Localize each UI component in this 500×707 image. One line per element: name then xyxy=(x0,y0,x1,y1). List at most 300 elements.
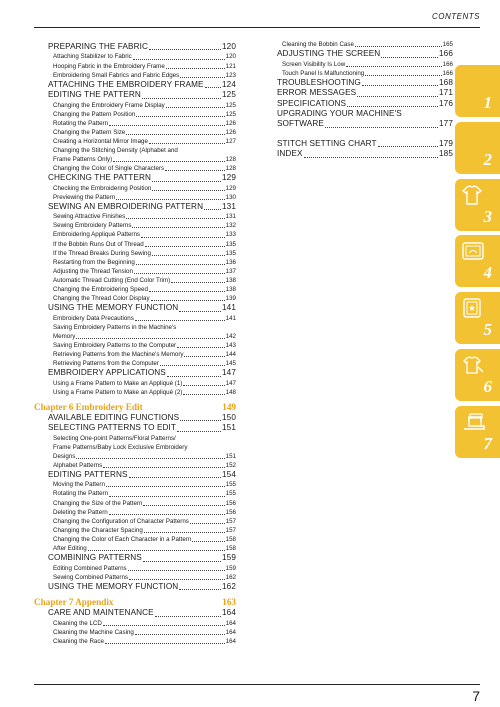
toc-subsection-entry xyxy=(34,350,236,359)
dot-leader xyxy=(304,157,439,158)
toc-entry-title: INDEX xyxy=(277,149,303,159)
dot-leader xyxy=(179,589,221,590)
toc-entry-title: Checking the Embroidering Position xyxy=(53,184,152,192)
toc-entry-title: Cleaning the Bobbin Case xyxy=(282,41,354,48)
dot-leader xyxy=(143,561,221,562)
chapter-tab-number: 6 xyxy=(483,377,492,396)
toc-entry-title: Saving Embroidery Patterns to the Computer xyxy=(53,341,177,349)
toc-page-number: 135 xyxy=(225,240,236,248)
toc-subsection-entry xyxy=(34,619,236,628)
toc-page-number: 157 xyxy=(225,526,236,534)
toc-section-entry xyxy=(34,173,236,183)
dot-leader xyxy=(134,273,225,274)
dot-leader xyxy=(177,347,225,348)
dot-leader xyxy=(152,190,224,191)
dot-leader xyxy=(177,431,221,432)
toc-subsection-entry xyxy=(34,526,236,535)
toc-entry-title: Changing the Pattern Position xyxy=(53,110,136,118)
toc-page-number: 133 xyxy=(225,231,236,239)
toc-subsection-entry xyxy=(34,101,236,110)
toc-page-number: 128 xyxy=(225,156,236,164)
toc-entry-title: TROUBLESHOOTING xyxy=(277,77,361,87)
toc-section-entry xyxy=(263,49,453,59)
toc-entry-title: CARE AND MAINTENANCE xyxy=(48,608,154,618)
toc-entry-title: ERROR MESSAGES xyxy=(277,88,357,98)
toc-page-number: 131 xyxy=(225,213,236,221)
toc-page-number: 148 xyxy=(225,388,236,396)
dot-leader xyxy=(116,199,224,200)
toc-entry-title: Changing the Character Spacing xyxy=(53,526,143,534)
chapter-tab-number: 2 xyxy=(483,150,492,169)
toc-section-entry xyxy=(263,109,453,119)
chapter-tab-number: 1 xyxy=(483,93,492,112)
dot-leader xyxy=(183,385,224,386)
toc-page-number: 141 xyxy=(222,303,236,313)
toc-page-number: 136 xyxy=(225,258,236,266)
toc-entry-title: SPECIFICATIONS xyxy=(277,98,347,108)
toc-entry-title: If the Thread Breaks During Sewing xyxy=(53,249,151,257)
toc-right-column xyxy=(263,40,453,160)
header-title: CONTENTS xyxy=(432,12,480,21)
chapter-tab-number: 3 xyxy=(483,207,492,226)
toc-subsection-entry xyxy=(263,69,453,78)
page-number: 7 xyxy=(472,688,480,704)
dot-leader xyxy=(166,68,225,69)
toc-subsection-entry xyxy=(34,258,236,267)
toc-subsection-entry xyxy=(34,359,236,368)
toc-entry-title: ATTACHING THE EMBROIDERY FRAME xyxy=(48,79,204,89)
dot-leader xyxy=(141,237,225,238)
toc-subsection-entry xyxy=(34,443,236,452)
dot-leader xyxy=(347,106,438,107)
toc-subsection-entry xyxy=(34,544,236,553)
toc-entry-title: Cleaning the Machine Casing xyxy=(53,628,134,636)
dot-leader xyxy=(143,505,224,506)
toc-entry-title: USING THE MEMORY FUNCTION xyxy=(48,581,179,591)
dot-leader xyxy=(126,134,224,135)
dot-leader xyxy=(381,57,438,58)
dot-leader xyxy=(149,291,225,292)
toc-entry-title: STITCH SETTING CHART xyxy=(277,138,377,148)
toc-entry-title: Chapter 6 Embroidery Edit xyxy=(34,401,143,412)
toc-page-number: 164 xyxy=(225,628,236,636)
toc-section-entry xyxy=(263,119,453,129)
dot-leader xyxy=(165,170,225,171)
toc-page-number: 143 xyxy=(225,341,236,349)
toc-section-entry xyxy=(263,88,453,98)
dot-leader xyxy=(180,420,221,421)
toc-page-number: 126 xyxy=(225,119,236,127)
toc-page-number: 131 xyxy=(222,201,236,211)
toc-section-entry xyxy=(34,608,236,618)
toc-subsection-entry xyxy=(263,60,453,69)
toc-page-number: 168 xyxy=(439,77,453,87)
toc-subsection-entry xyxy=(34,249,236,258)
toc-section-entry xyxy=(34,553,236,563)
toc-page-number: 129 xyxy=(225,184,236,192)
toc-subsection-entry xyxy=(34,294,236,303)
dot-leader xyxy=(365,75,441,76)
dot-leader xyxy=(128,570,225,571)
dot-leader xyxy=(144,532,225,533)
dot-leader xyxy=(171,282,225,283)
dot-leader xyxy=(179,311,221,312)
toc-entry-title: SELECTING PATTERNS TO EDIT xyxy=(48,423,177,433)
toc-entry-title: Changing the Color of Single Characters xyxy=(53,165,165,173)
toc-entry-title: Changing the Stitching Density (Alphabet and xyxy=(53,146,178,154)
toc-subsection-entry xyxy=(34,240,236,249)
toc-subsection-entry xyxy=(34,535,236,544)
toc-page-number: 156 xyxy=(225,499,236,507)
toc-subsection-entry xyxy=(34,480,236,489)
toc-entry-title: Saving Embroidery Patterns in the Machine's xyxy=(53,323,177,331)
toc-entry-title: Selecting One-point Patterns/Floral Patterns/ xyxy=(53,434,176,442)
toc-page-number: 176 xyxy=(439,98,453,108)
dot-leader xyxy=(76,338,224,339)
toc-page-number: 125 xyxy=(222,90,236,100)
toc-page-number: 154 xyxy=(222,469,236,479)
toc-page-number: 123 xyxy=(225,71,236,79)
toc-section-entry xyxy=(34,202,236,212)
toc-left-column xyxy=(34,42,236,646)
toc-page-number: 162 xyxy=(225,573,236,581)
toc-subsection-entry xyxy=(34,119,236,128)
dot-leader xyxy=(136,264,225,265)
dot-leader xyxy=(155,616,221,617)
toc-entry-title: Sewing Attractive Finishes xyxy=(53,213,126,221)
dot-leader xyxy=(160,365,225,366)
toc-page-number: 137 xyxy=(225,267,236,275)
dot-leader xyxy=(149,49,221,50)
toc-entry-title: Using a Frame Pattern to Make an Appliqué (2) xyxy=(53,388,183,396)
toc-subsection-entry xyxy=(34,379,236,388)
toc-subsection-entry xyxy=(34,71,236,80)
toc-section-entry xyxy=(263,139,453,149)
toc-page-number: 141 xyxy=(225,314,236,322)
chapter-tab-2[interactable] xyxy=(455,122,500,174)
dot-leader xyxy=(103,467,224,468)
toc-subsection-entry xyxy=(34,341,236,350)
toc-entry-title: Changing the Size of the Pattern xyxy=(53,499,143,507)
toc-section-entry xyxy=(34,582,236,592)
toc-entry-title: Hooping Fabric in the Embroidery Frame xyxy=(53,62,165,70)
dot-leader xyxy=(205,87,221,88)
toc-entry-title: Retrieving Patterns from the Computer xyxy=(53,360,159,368)
dot-leader xyxy=(152,181,221,182)
dot-leader xyxy=(190,523,225,524)
toc-entry-title: Touch Panel Is Malfunctioning xyxy=(282,69,365,77)
toc-spacer xyxy=(263,130,453,139)
dot-leader xyxy=(109,496,225,497)
toc-entry-title: Restarting from the Beginning xyxy=(53,258,135,266)
toc-subsection-entry xyxy=(34,137,236,146)
toc-section-entry xyxy=(34,42,236,52)
toc-subsection-entry xyxy=(34,184,236,193)
toc-entry-title: ADJUSTING THE SCREEN xyxy=(277,49,381,59)
toc-page-number: 120 xyxy=(222,42,236,51)
toc-section-entry xyxy=(34,423,236,433)
toc-subsection-entry xyxy=(34,164,236,173)
toc-subsection-entry xyxy=(34,52,236,61)
toc-subsection-entry xyxy=(34,212,236,221)
toc-page-number: 155 xyxy=(225,481,236,489)
toc-section-entry xyxy=(34,303,236,313)
toc-entry-title: If the Bobbin Runs Out of Thread xyxy=(53,240,144,248)
dot-leader xyxy=(136,116,224,117)
toc-entry-title: Embroidering Small Fabrics and Fabric Edges xyxy=(53,71,180,79)
toc-entry-title: SOFTWARE xyxy=(277,119,324,129)
toc-section-entry xyxy=(263,149,453,159)
toc-page-number: 155 xyxy=(225,490,236,498)
toc-subsection-entry xyxy=(34,564,236,573)
toc-section-entry xyxy=(34,470,236,480)
toc-subsection-entry xyxy=(34,314,236,323)
toc-entry-title: SEWING AN EMBROIDERING PATTERN xyxy=(48,201,204,211)
page-header xyxy=(0,0,500,30)
toc-subsection-entry xyxy=(34,110,236,119)
chapter-tab-3[interactable] xyxy=(455,179,500,231)
toc-page-number: 166 xyxy=(442,60,453,68)
dot-leader xyxy=(109,514,225,515)
dot-leader xyxy=(357,96,438,97)
toc-entry-title: Previewing the Pattern xyxy=(53,193,116,201)
toc-entry-title: Changing the Embroidery Frame Display xyxy=(53,101,165,109)
toc-page-number: 144 xyxy=(225,350,236,358)
toc-subsection-entry xyxy=(34,489,236,498)
toc-page-number: 127 xyxy=(225,137,236,145)
toc-section-entry xyxy=(263,78,453,88)
toc-subsection-entry xyxy=(34,128,236,137)
toc-section-entry xyxy=(34,90,236,100)
toc-page-number: 138 xyxy=(225,276,236,284)
toc-page-number: 159 xyxy=(222,553,236,563)
toc-subsection-entry xyxy=(34,499,236,508)
toc-entry-title: Sewing Embroidery Patterns xyxy=(53,222,132,230)
chapter-tab-1[interactable] xyxy=(455,65,500,117)
toc-page-number: 130 xyxy=(225,193,236,201)
dot-leader xyxy=(142,98,221,99)
toc-entry-title: Cleaning the Race xyxy=(53,637,104,645)
toc-entry-title: Frame Patterns Only) xyxy=(53,156,113,164)
toc-page-number: 142 xyxy=(225,332,236,340)
toc-entry-title: Embroidering Appliqué Patterns xyxy=(53,231,141,239)
chapter-tab-4[interactable] xyxy=(455,235,500,287)
toc-entry-title: Memory xyxy=(53,332,76,340)
toc-entry-title: Designs xyxy=(53,452,76,460)
dot-leader xyxy=(126,218,224,219)
toc-entry-title: Deleting the Pattern xyxy=(53,508,108,516)
toc-subsection-entry xyxy=(34,517,236,526)
header-rule xyxy=(34,27,480,28)
dot-leader xyxy=(106,486,225,487)
toc-entry-title: Rotating the Pattern xyxy=(53,490,109,498)
toc-subsection-entry xyxy=(34,332,236,341)
toc-page-number: 166 xyxy=(439,49,453,59)
toc-entry-title: Changing the Configuration of Character Patterns xyxy=(53,517,189,525)
toc-page-number: 162 xyxy=(222,581,236,591)
chapter-tab-6[interactable] xyxy=(455,349,500,401)
toc-page-number: 158 xyxy=(225,545,236,552)
footer-rule xyxy=(34,684,480,685)
toc-subsection-entry xyxy=(34,193,236,202)
toc-section-entry xyxy=(34,368,236,378)
toc-entry-title: Attaching Stabilizer to Fabric xyxy=(53,53,132,61)
toc-subsection-entry xyxy=(34,285,236,294)
dot-leader xyxy=(166,107,225,108)
toc-subsection-entry xyxy=(34,221,236,230)
dot-leader xyxy=(151,300,225,301)
toc-subsection-entry xyxy=(34,230,236,239)
toc-page-number: 124 xyxy=(222,79,236,89)
toc-page-number: 166 xyxy=(442,69,453,77)
dot-leader xyxy=(145,246,225,247)
toc-section-entry xyxy=(34,80,236,90)
toc-page-number: 185 xyxy=(439,149,453,159)
toc-page-number: 150 xyxy=(222,412,236,422)
toc-page-number: 139 xyxy=(225,295,236,303)
toc-entry-title: Embroidery Data Precautions xyxy=(53,314,134,322)
dot-leader xyxy=(204,209,221,210)
toc-entry-title: EDITING PATTERNS xyxy=(48,469,128,479)
dot-leader xyxy=(109,125,225,126)
toc-entry-title: COMBINING PATTERNS xyxy=(48,553,142,563)
dot-leader xyxy=(180,77,224,78)
dot-leader xyxy=(135,634,225,635)
toc-page-number: 147 xyxy=(225,379,236,387)
dot-leader xyxy=(184,356,224,357)
toc-page-number: 163 xyxy=(222,597,236,608)
dot-leader xyxy=(133,59,225,60)
dot-leader xyxy=(76,458,224,459)
toc-entry-title: PREPARING THE FABRIC xyxy=(48,42,148,51)
toc-entry-title: CHECKING THE PATTERN xyxy=(48,173,151,183)
toc-section-entry xyxy=(34,413,236,423)
toc-entry-title: EDITING THE PATTERN xyxy=(48,90,141,100)
toc-entry-title: Screen Visibility Is Low xyxy=(282,60,346,68)
toc-subsection-entry xyxy=(34,146,236,155)
toc-page-number: 158 xyxy=(225,535,236,543)
dot-leader xyxy=(103,625,225,626)
toc-page-number: 179 xyxy=(439,138,453,148)
toc-page-number: 151 xyxy=(222,423,236,433)
dot-leader xyxy=(325,127,438,128)
toc-page-number: 129 xyxy=(222,173,236,183)
toc-subsection-entry xyxy=(34,388,236,397)
toc-subsection-entry xyxy=(34,508,236,517)
toc-entry-title: EMBROIDERY APPLICATIONS xyxy=(48,368,166,378)
toc-subsection-entry xyxy=(34,628,236,637)
chapter-tab-number: 5 xyxy=(483,320,492,339)
toc-entry-title: Sewing Combined Patterns xyxy=(53,573,128,581)
toc-page-number: 128 xyxy=(225,165,236,173)
toc-entry-title: AVAILABLE EDITING FUNCTIONS xyxy=(48,412,180,422)
toc-page-number: 151 xyxy=(225,452,236,460)
toc-page-number: 164 xyxy=(225,619,236,627)
toc-page-number: 159 xyxy=(225,564,236,572)
toc-page-number: 165 xyxy=(442,41,453,48)
toc-entry-title: Cleaning the LCD xyxy=(53,619,102,627)
toc-entry-title: Adjusting the Thread Tension xyxy=(53,267,133,275)
toc-subsection-entry xyxy=(34,267,236,276)
toc-page-number: 149 xyxy=(222,401,236,412)
toc-subsection-entry xyxy=(263,40,453,49)
dot-leader xyxy=(129,477,221,478)
toc-subsection-entry xyxy=(34,276,236,285)
toc-entry-title: Changing the Embroidering Speed xyxy=(53,286,148,293)
toc-section-entry xyxy=(263,99,453,109)
dot-leader xyxy=(132,227,224,228)
toc-page-number: 125 xyxy=(225,110,236,118)
chapter-tab-7[interactable] xyxy=(455,406,500,458)
toc-chapter-heading xyxy=(34,596,236,608)
dot-leader xyxy=(378,146,438,147)
toc-entry-title: After Editing xyxy=(53,545,87,552)
chapter-tab-number: 4 xyxy=(483,263,492,282)
toc-page-number: 156 xyxy=(225,508,236,516)
toc-entry-title: Frame Patterns/Baby Lock Exclusive Embroidery xyxy=(53,443,188,451)
toc-subsection-entry xyxy=(34,452,236,461)
toc-page-number: 132 xyxy=(225,222,236,230)
chapter-tab-5[interactable] xyxy=(455,292,500,344)
toc-entry-title: Chapter 7 Appendix xyxy=(34,597,114,608)
dot-leader xyxy=(355,46,442,47)
dot-leader xyxy=(129,579,225,580)
toc-page-number: 138 xyxy=(225,286,236,293)
toc-page-number: 145 xyxy=(225,360,236,368)
toc-subsection-entry xyxy=(34,461,236,470)
dot-leader xyxy=(135,320,225,321)
toc-subsection-entry xyxy=(34,62,236,71)
toc-entry-title: Editing Combined Patterns xyxy=(53,564,127,572)
toc-chapter-heading xyxy=(34,401,236,413)
toc-subsection-entry xyxy=(34,573,236,582)
dot-leader xyxy=(362,85,438,86)
toc-page-number: 157 xyxy=(225,517,236,525)
dot-leader xyxy=(149,143,225,144)
toc-page-number: 126 xyxy=(225,128,236,136)
toc-entry-title: Automatic Thread Cutting (End Color Trim) xyxy=(53,276,171,284)
toc-entry-title: USING THE MEMORY FUNCTION xyxy=(48,303,179,313)
toc-page-number: 135 xyxy=(225,249,236,257)
toc-entry-title: Retrieving Patterns from the Machine's Memory xyxy=(53,350,184,358)
toc-entry-title: Using a Frame Pattern to Make an Appliqué (1) xyxy=(53,379,183,387)
toc-page-number: 164 xyxy=(225,637,236,645)
toc-entry-title: Changing the Pattern Size xyxy=(53,128,126,136)
toc-entry-title: Creating a Horizontal Mirror Image xyxy=(53,137,148,145)
toc-entry-title: Alphabet Patterns xyxy=(53,461,103,469)
dot-leader xyxy=(152,255,225,256)
toc-page-number: 147 xyxy=(222,368,236,378)
toc-entry-title: UPGRADING YOUR MACHINE'S xyxy=(277,108,402,118)
toc-entry-title: Rotating the Pattern xyxy=(53,119,109,127)
dot-leader xyxy=(88,550,225,551)
dot-leader xyxy=(113,161,225,162)
dot-leader xyxy=(192,541,224,542)
toc-page-number: 152 xyxy=(225,461,236,469)
toc-subsection-entry xyxy=(34,637,236,646)
toc-page-number: 177 xyxy=(439,119,453,129)
toc-subsection-entry xyxy=(34,434,236,443)
toc-page-number: 171 xyxy=(439,88,453,98)
dot-leader xyxy=(183,394,224,395)
toc-subsection-entry xyxy=(34,323,236,332)
dot-leader xyxy=(167,376,221,377)
toc-entry-title: Moving the Pattern xyxy=(53,481,105,489)
dot-leader xyxy=(346,66,442,67)
toc-page-number: 121 xyxy=(225,62,236,70)
dot-leader xyxy=(105,643,225,644)
toc-page-number: 125 xyxy=(225,101,236,109)
